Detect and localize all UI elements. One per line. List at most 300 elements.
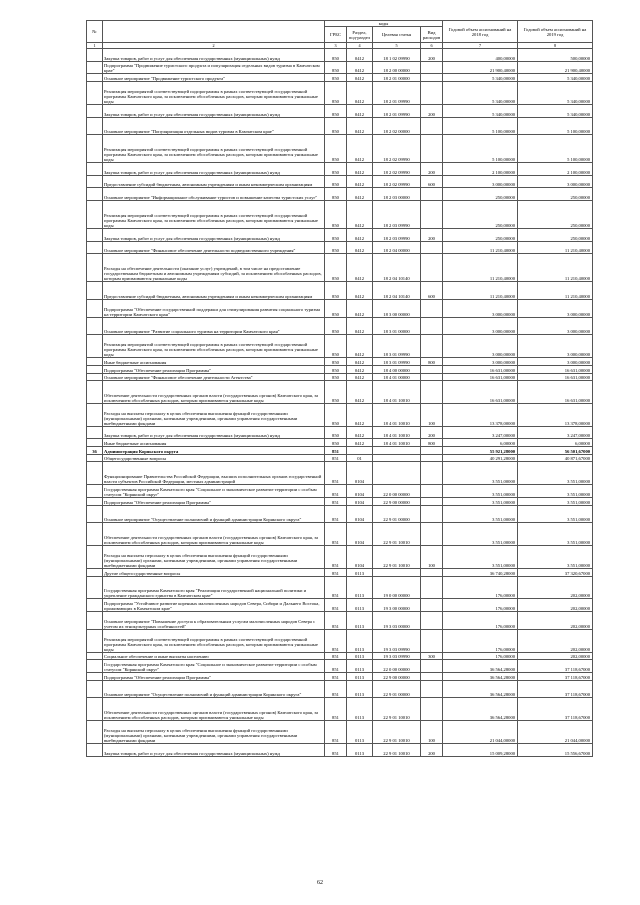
row-grbs: 851 xyxy=(325,743,347,756)
row-name: Подпрограмма "Устойчивое развитие коренных малочисленных народов Севера, Сибири и Дальнего Востока, проживающих в Камчатском крае" xyxy=(103,599,325,612)
row-amount-2019: 5 340,00000 xyxy=(518,74,593,82)
row-name: Основное мероприятие "Осуществление полномочий и функций администрации Корякского округа" xyxy=(103,680,325,698)
row-expense-type xyxy=(421,611,443,629)
row-expense-type xyxy=(421,254,443,282)
table-row xyxy=(87,241,593,254)
row-amount-2018: 3 551,00000 xyxy=(443,546,518,569)
row-section: 0412 xyxy=(347,82,373,105)
row-section: 0412 xyxy=(347,439,373,447)
table-row xyxy=(87,505,593,523)
table-row xyxy=(87,299,593,317)
row-amount-2018: 250,00000 xyxy=(443,229,518,242)
row-expense-type: 600 xyxy=(421,175,443,188)
row-amount-2019: 56 501,67000 xyxy=(518,447,593,455)
table-row xyxy=(87,104,593,117)
table-row xyxy=(87,629,593,652)
row-target-article: 18 2 01 09990 xyxy=(373,82,421,105)
row-name: Предоставление субсидий бюджетным, автономным учреждениям и иным некоммерческим организациям xyxy=(103,175,325,188)
row-grbs: 851 xyxy=(325,546,347,569)
row-amount-2018: 11 210,40000 xyxy=(443,241,518,254)
budget-table-sheet xyxy=(86,20,592,757)
row-name: Расходы на выплаты персоналу в целях обеспечения выполнения функций государственными (муниципальными) органами, казенными учреждениями, органами управления государственными внебюджетными фондами xyxy=(103,721,325,744)
row-target-article: 18 3 01 09990 xyxy=(373,358,421,366)
table-row xyxy=(87,201,593,229)
row-grbs: 850 xyxy=(325,49,347,62)
row-grbs: 850 xyxy=(325,229,347,242)
table-row xyxy=(87,381,593,404)
row-expense-type: 300 xyxy=(421,652,443,660)
row-grbs: 850 xyxy=(325,373,347,381)
row-section: 0104 xyxy=(347,485,373,498)
row-grbs: 851 xyxy=(325,660,347,673)
row-target-article: 18 2 02 00000 xyxy=(373,117,421,135)
row-name: Подпрограмма "Обеспечение реализации Программы" xyxy=(103,365,325,373)
row-amount-2018: 3 000,00000 xyxy=(443,299,518,317)
table-row xyxy=(87,698,593,721)
row-number xyxy=(87,568,103,576)
row-amount-2018: 3 551,00000 xyxy=(443,505,518,523)
row-target-article: 18 2 03 00000 xyxy=(373,188,421,201)
row-amount-2018: 3 000,00000 xyxy=(443,317,518,335)
row-section: 0104 xyxy=(347,462,373,485)
row-expense-type xyxy=(421,660,443,673)
row-expense-type xyxy=(421,74,443,82)
row-target-article: 22 9 01 00000 xyxy=(373,505,421,523)
row-name: Реализация мероприятий соответствующей подпрограммы в рамках соответствующей государственной программы Камчатского края, за исключением обособленных расходов, которым присваиваются уникальные коды xyxy=(103,135,325,163)
row-amount-2018: 13 378,00000 xyxy=(443,403,518,426)
row-amount-2018: 36 740,28000 xyxy=(443,568,518,576)
table-row xyxy=(87,365,593,373)
row-number xyxy=(87,403,103,426)
row-number xyxy=(87,254,103,282)
row-amount-2019: 11 210,40000 xyxy=(518,241,593,254)
table-row xyxy=(87,523,593,546)
table-row xyxy=(87,317,593,335)
row-number xyxy=(87,335,103,358)
row-amount-2018: 21 900,40000 xyxy=(443,61,518,74)
row-number xyxy=(87,599,103,612)
table-row xyxy=(87,568,593,576)
row-grbs: 850 xyxy=(325,117,347,135)
row-number xyxy=(87,175,103,188)
row-expense-type: 100 xyxy=(421,403,443,426)
row-amount-2019: 3 000,00000 xyxy=(518,358,593,366)
row-grbs: 850 xyxy=(325,61,347,74)
table-row xyxy=(87,135,593,163)
row-amount-2018: 11 210,40000 xyxy=(443,254,518,282)
row-expense-type xyxy=(421,201,443,229)
row-number xyxy=(87,365,103,373)
row-grbs: 850 xyxy=(325,241,347,254)
row-number xyxy=(87,497,103,505)
row-expense-type xyxy=(421,317,443,335)
row-section: 0412 xyxy=(347,61,373,74)
row-section xyxy=(347,447,373,455)
row-target-article: 18 2 02 09990 xyxy=(373,163,421,176)
row-name: Реализация мероприятий соответствующей подпрограммы в рамках соответствующей государственной программы Камчатского края, за исключением обособленных расходов, которым присваиваются уникальные коды xyxy=(103,201,325,229)
row-name: Закупка товаров, работ и услуг для обеспечения государственных (муниципальных) нужд xyxy=(103,104,325,117)
row-name: Закупка товаров, работ и услуг для обеспечения государственных (муниципальных) нужд xyxy=(103,426,325,439)
row-number xyxy=(87,576,103,599)
row-amount-2019: 3 247,00000 xyxy=(518,426,593,439)
row-amount-2018: 16 631,00000 xyxy=(443,381,518,404)
row-target-article: 18 2 02 09990 xyxy=(373,135,421,163)
row-amount-2019: 37 118,67000 xyxy=(518,660,593,673)
row-target-article: 19 3 03 09990 xyxy=(373,629,421,652)
row-section: 0412 xyxy=(347,104,373,117)
row-grbs: 851 xyxy=(325,497,347,505)
row-name: Реализация мероприятий соответствующей подпрограммы в рамках соответствующей государственной программы Камчатского края, за исключением обособленных расходов, которым присваиваются уникальные коды xyxy=(103,335,325,358)
row-expense-type xyxy=(421,188,443,201)
row-section: 0113 xyxy=(347,698,373,721)
row-number xyxy=(87,698,103,721)
row-target-article: 18 2 01 09990 xyxy=(373,104,421,117)
row-amount-2019: 15 556,67000 xyxy=(518,743,593,756)
row-grbs: 851 xyxy=(325,485,347,498)
row-target-article: 18 2 03 09990 xyxy=(373,201,421,229)
row-amount-2019: 3 551,00000 xyxy=(518,546,593,569)
table-row xyxy=(87,335,593,358)
row-amount-2018: 5 100,00000 xyxy=(443,117,518,135)
row-amount-2018: 5 340,00000 xyxy=(443,74,518,82)
row-target-article xyxy=(373,447,421,455)
row-target-article: 19 3 03 09990 xyxy=(373,652,421,660)
row-section: 0113 xyxy=(347,599,373,612)
row-number xyxy=(87,188,103,201)
table-row xyxy=(87,743,593,756)
page-number: 62 xyxy=(317,880,323,886)
row-target-article: 18 2 01 00000 xyxy=(373,74,421,82)
row-section: 0113 xyxy=(347,611,373,629)
index-cell: 1 xyxy=(87,43,103,49)
row-amount-2018: 36 564,28000 xyxy=(443,680,518,698)
row-number xyxy=(87,439,103,447)
row-amount-2019: 16 631,00000 xyxy=(518,373,593,381)
row-number xyxy=(87,358,103,366)
row-target-article: 18 4 01 10010 xyxy=(373,381,421,404)
row-number xyxy=(87,454,103,462)
row-amount-2019: 2 100,00000 xyxy=(518,163,593,176)
row-name: Администрация Корякского округа xyxy=(103,447,325,455)
row-number xyxy=(87,505,103,523)
row-grbs: 850 xyxy=(325,426,347,439)
row-grbs: 850 xyxy=(325,335,347,358)
table-row xyxy=(87,660,593,673)
row-amount-2019: 16 631,00000 xyxy=(518,381,593,404)
row-amount-2019: 5 100,00000 xyxy=(518,117,593,135)
row-expense-type xyxy=(421,454,443,462)
row-grbs: 851 xyxy=(325,680,347,698)
row-name: Подпрограмма "Обеспечение государственной поддержки для стимулирования развития социального туризма на территории Камчатского края" xyxy=(103,299,325,317)
row-amount-2018: 3 000,00000 xyxy=(443,175,518,188)
row-amount-2019: 202,00000 xyxy=(518,576,593,599)
row-number xyxy=(87,680,103,698)
row-name: Основное мероприятие "Финансовое обеспечение деятельности Агентства" xyxy=(103,373,325,381)
row-target-article: 18 3 00 00000 xyxy=(373,299,421,317)
row-name: Основное мероприятие "Информационное обслуживание туристов и повышение качества туристских услуг" xyxy=(103,188,325,201)
row-amount-2018: 40 291,28000 xyxy=(443,454,518,462)
row-name: Реализация мероприятий соответствующей подпрограммы в рамках соответствующей государственной программы Камчатского края, за исключением обособленных расходов, которым присваиваются уникальные коды xyxy=(103,82,325,105)
row-amount-2019: 3 000,00000 xyxy=(518,175,593,188)
row-grbs: 850 xyxy=(325,358,347,366)
row-amount-2019: 202,00000 xyxy=(518,599,593,612)
row-grbs: 850 xyxy=(325,317,347,335)
row-target-article: 22 0 00 00000 xyxy=(373,485,421,498)
row-name: Функционирование Правительства Российской Федерации, высших исполнительных органов государственной власти субъектов Российской Федерации, местных администраций xyxy=(103,462,325,485)
table-row xyxy=(87,447,593,455)
row-amount-2018: 250,00000 xyxy=(443,188,518,201)
table-row xyxy=(87,403,593,426)
row-grbs: 850 xyxy=(325,175,347,188)
row-target-article: 18 4 01 10010 xyxy=(373,403,421,426)
row-name: Государственная программа Камчатского края "Реализация государственной национальной политики и укрепление гражданского единства в Камчатском крае" xyxy=(103,576,325,599)
row-target-article: 18 3 01 00000 xyxy=(373,317,421,335)
row-amount-2019: 21 044,00000 xyxy=(518,721,593,744)
row-grbs: 850 xyxy=(325,254,347,282)
row-expense-type: 800 xyxy=(421,439,443,447)
row-target-article xyxy=(373,462,421,485)
row-number xyxy=(87,426,103,439)
index-cell: 3 xyxy=(325,43,347,49)
row-number xyxy=(87,629,103,652)
row-target-article: 18 4 01 10010 xyxy=(373,439,421,447)
table-row xyxy=(87,175,593,188)
row-grbs: 850 xyxy=(325,381,347,404)
row-grbs: 850 xyxy=(325,299,347,317)
row-section: 0412 xyxy=(347,373,373,381)
row-target-article: 18 2 04 00000 xyxy=(373,241,421,254)
row-amount-2019: 40 871,67000 xyxy=(518,454,593,462)
row-number: 36 xyxy=(87,447,103,455)
index-cell: 7 xyxy=(443,43,518,49)
row-expense-type xyxy=(421,672,443,680)
row-grbs: 851 xyxy=(325,652,347,660)
table-row xyxy=(87,163,593,176)
row-section: 0104 xyxy=(347,546,373,569)
index-cell: 2 xyxy=(103,43,325,49)
row-section: 0412 xyxy=(347,254,373,282)
row-amount-2018: 3 000,00000 xyxy=(443,358,518,366)
row-expense-type xyxy=(421,447,443,455)
row-amount-2019: 37 118,67000 xyxy=(518,672,593,680)
row-number xyxy=(87,652,103,660)
row-expense-type: 800 xyxy=(421,358,443,366)
row-name: Расходы на выплаты персоналу в целях обеспечения выполнения функций государственными (муниципальными) органами, казенными учреждениями, органами управления государственными внебюджетными фондами xyxy=(103,546,325,569)
row-grbs: 850 xyxy=(325,74,347,82)
row-target-article: 18 1 02 09990 xyxy=(373,49,421,62)
table-row xyxy=(87,49,593,62)
row-number xyxy=(87,61,103,74)
table-row xyxy=(87,652,593,660)
table-row xyxy=(87,254,593,282)
row-expense-type: 200 xyxy=(421,104,443,117)
row-expense-type: 200 xyxy=(421,426,443,439)
row-section: 0412 xyxy=(347,299,373,317)
header-2018: Годовой объем ассигнований на 2018 год xyxy=(443,21,518,43)
row-target-article: 19 3 00 00000 xyxy=(373,599,421,612)
row-grbs: 851 xyxy=(325,447,347,455)
index-cell: 8 xyxy=(518,43,593,49)
row-name: Другие общегосударственные вопросы xyxy=(103,568,325,576)
row-amount-2019: 11 210,40000 xyxy=(518,254,593,282)
row-grbs: 850 xyxy=(325,201,347,229)
row-section: 0412 xyxy=(347,135,373,163)
row-grbs: 850 xyxy=(325,82,347,105)
row-amount-2019: 16 631,00000 xyxy=(518,365,593,373)
header-grbs: ГРБС xyxy=(325,27,347,43)
row-amount-2019: 250,00000 xyxy=(518,229,593,242)
row-amount-2018: 176,00000 xyxy=(443,599,518,612)
row-expense-type: 200 xyxy=(421,49,443,62)
table-row xyxy=(87,462,593,485)
row-name: Основное мероприятие "Финансовое обеспечение деятельности подведомственного учреждения" xyxy=(103,241,325,254)
row-expense-type xyxy=(421,698,443,721)
row-grbs: 851 xyxy=(325,576,347,599)
row-amount-2019: 202,00000 xyxy=(518,629,593,652)
row-expense-type xyxy=(421,523,443,546)
row-section: 0412 xyxy=(347,358,373,366)
row-section: 0412 xyxy=(347,117,373,135)
row-number xyxy=(87,201,103,229)
row-number xyxy=(87,117,103,135)
table-row xyxy=(87,611,593,629)
row-amount-2019: 250,00000 xyxy=(518,188,593,201)
row-amount-2019: 202,00000 xyxy=(518,611,593,629)
row-number xyxy=(87,241,103,254)
row-section: 0412 xyxy=(347,365,373,373)
row-name: Иные бюджетные ассигнования xyxy=(103,358,325,366)
row-section: 0412 xyxy=(347,426,373,439)
row-amount-2019: 202,00000 xyxy=(518,652,593,660)
row-target-article: 22 9 00 00000 xyxy=(373,497,421,505)
row-expense-type xyxy=(421,335,443,358)
row-amount-2018: 3 000,00000 xyxy=(443,335,518,358)
budget-table xyxy=(86,20,593,757)
row-section: 0113 xyxy=(347,672,373,680)
index-cell: 5 xyxy=(373,43,421,49)
row-grbs: 851 xyxy=(325,454,347,462)
row-section: 0104 xyxy=(347,497,373,505)
row-section: 0113 xyxy=(347,743,373,756)
row-number xyxy=(87,660,103,673)
row-target-article: 22 9 01 10010 xyxy=(373,743,421,756)
row-amount-2018: 176,00000 xyxy=(443,652,518,660)
table-row xyxy=(87,576,593,599)
row-name: Предоставление субсидий бюджетным, автономным учреждениям и иным некоммерческим организациям xyxy=(103,282,325,300)
row-section: 0412 xyxy=(347,49,373,62)
row-name: Основное мероприятие "Развитие социального туризма на территории Камчатского края" xyxy=(103,317,325,335)
row-amount-2019: 5 340,00000 xyxy=(518,82,593,105)
row-amount-2019: 3 000,00000 xyxy=(518,299,593,317)
row-section: 0412 xyxy=(347,403,373,426)
row-section: 0412 xyxy=(347,317,373,335)
row-number xyxy=(87,743,103,756)
row-grbs: 851 xyxy=(325,523,347,546)
table-row xyxy=(87,599,593,612)
row-number xyxy=(87,282,103,300)
row-amount-2019: 250,00000 xyxy=(518,201,593,229)
row-target-article: 19 3 03 00000 xyxy=(373,611,421,629)
table-row xyxy=(87,82,593,105)
row-amount-2018: 36 564,28000 xyxy=(443,660,518,673)
table-row xyxy=(87,546,593,569)
row-section: 01 xyxy=(347,454,373,462)
row-number xyxy=(87,163,103,176)
table-row xyxy=(87,373,593,381)
row-expense-type xyxy=(421,381,443,404)
row-amount-2019: 3 551,00000 xyxy=(518,505,593,523)
index-cell: 6 xyxy=(421,43,443,49)
row-amount-2018: 11 210,40000 xyxy=(443,282,518,300)
row-amount-2019: 11 210,40000 xyxy=(518,282,593,300)
row-number xyxy=(87,229,103,242)
row-amount-2018: 16 631,00000 xyxy=(443,365,518,373)
row-target-article: 18 2 00 00000 xyxy=(373,61,421,74)
row-number xyxy=(87,135,103,163)
row-number xyxy=(87,82,103,105)
row-grbs: 851 xyxy=(325,672,347,680)
header-vid: Вид расходов xyxy=(421,27,443,43)
row-expense-type xyxy=(421,505,443,523)
row-target-article: 22 9 01 10010 xyxy=(373,721,421,744)
table-row xyxy=(87,74,593,82)
row-expense-type xyxy=(421,680,443,698)
row-amount-2018: 176,00000 xyxy=(443,629,518,652)
row-target-article: 22 9 01 00000 xyxy=(373,680,421,698)
row-number xyxy=(87,485,103,498)
row-name: Основное мероприятие "Популяризация отдельных видов туризма в Камчатском крае" xyxy=(103,117,325,135)
row-name: Государственная программа Камчатского края "Социальное и экономическое развитие территории с особым статусом "Корякский округ" xyxy=(103,660,325,673)
row-amount-2018: 5 100,00000 xyxy=(443,135,518,163)
row-amount-2019: 21 900,40000 xyxy=(518,61,593,74)
row-number xyxy=(87,523,103,546)
row-amount-2018: 3 551,00000 xyxy=(443,523,518,546)
row-name: Закупка товаров, работ и услуг для обеспечения государственных (муниципальных) нужд xyxy=(103,163,325,176)
row-expense-type: 600 xyxy=(421,282,443,300)
row-amount-2018: 3 551,00000 xyxy=(443,497,518,505)
index-cell: 4 xyxy=(347,43,373,49)
row-number xyxy=(87,373,103,381)
row-name: Основное мероприятие "Осуществление полномочий и функций администрации Корякского округа" xyxy=(103,505,325,523)
header-2019: Годовой объем ассигнований на 2019 год xyxy=(518,21,593,43)
row-name: Закупка товаров, работ и услуг для обеспечения государственных (муниципальных) нужд xyxy=(103,743,325,756)
row-expense-type xyxy=(421,462,443,485)
row-grbs: 851 xyxy=(325,599,347,612)
row-name: Общегосударственные вопросы xyxy=(103,454,325,462)
row-amount-2019: 3 000,00000 xyxy=(518,335,593,358)
row-amount-2018: 36 564,28000 xyxy=(443,698,518,721)
table-row xyxy=(87,439,593,447)
table-row xyxy=(87,426,593,439)
row-number xyxy=(87,74,103,82)
row-name: Подпрограмма "Обеспечение реализации Программы" xyxy=(103,672,325,680)
row-amount-2019: 500,00000 xyxy=(518,49,593,62)
row-amount-2018: 16 631,00000 xyxy=(443,373,518,381)
row-expense-type xyxy=(421,599,443,612)
row-name: Обеспечение деятельности государственных органов власти (государственных органов) Камчатского края, за исключением обособленных расходов, которым присваиваются уникальные коды xyxy=(103,381,325,404)
row-name: Обеспечение деятельности государственных органов власти (государственных органов) Камчатского края, за исключением обособленных расходов, которым присваиваются уникальные коды xyxy=(103,698,325,721)
row-grbs: 851 xyxy=(325,629,347,652)
row-grbs: 851 xyxy=(325,568,347,576)
row-number xyxy=(87,721,103,744)
row-amount-2019: 37 118,67000 xyxy=(518,698,593,721)
row-amount-2019: 37 320,67000 xyxy=(518,568,593,576)
row-number xyxy=(87,104,103,117)
row-section: 0113 xyxy=(347,568,373,576)
row-number xyxy=(87,299,103,317)
row-grbs: 850 xyxy=(325,282,347,300)
row-amount-2018: 400,00000 xyxy=(443,49,518,62)
